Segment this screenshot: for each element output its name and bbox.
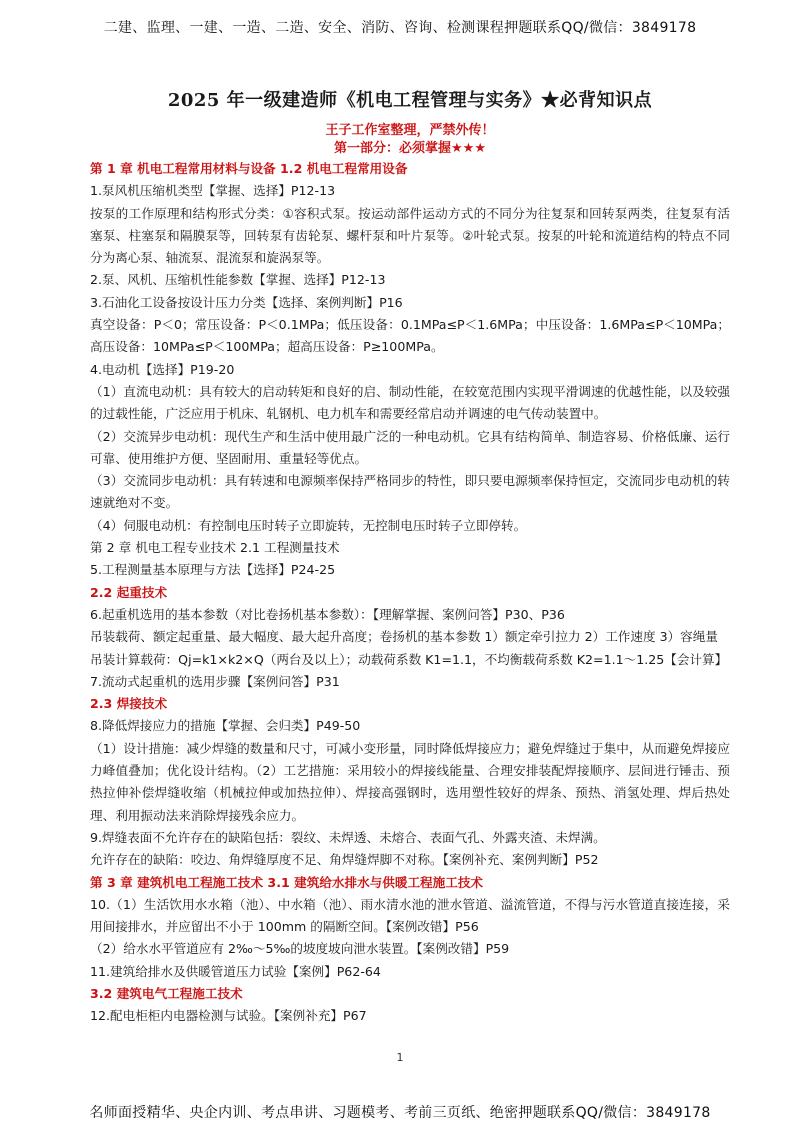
body-paragraph: 允许存在的缺陷：咬边、角焊缝厚度不足、角焊缝焊脚不对称。【案例补充、案例判断】P52: [90, 852, 599, 868]
body-paragraph: 7.流动式起重机的选用步骤【案例问答】P31: [90, 673, 340, 689]
body-paragraph: 1.泵风机压缩机类型【掌握、选择】P12-13: [90, 183, 336, 199]
body-paragraph: 吊装计算载荷：Qj=k1×k2×Q（两台及以上）；动载荷系数 K1=1.1，不均衡载荷系数 K2=1.1～1.25【会计算】: [90, 651, 728, 667]
body-paragraph: （4）伺服电动机：有控制电压时转子立即旋转，无控制电压时转子立即停转。: [90, 517, 527, 533]
body-paragraph: 5.工程测量基本原理与方法【选择】P24-25: [90, 562, 336, 578]
body-paragraph: （2）交流异步电动机：现代生产和生活中使用最广泛的一种电动机。它具有结构简单、制造容易、价格低廉、运行可靠、使用维护方便、坚固耐用、重量轻等优点。: [90, 428, 730, 466]
section-heading: 3.2 建筑电气工程施工技术: [90, 985, 243, 1001]
body-paragraph: 9.焊缝表面不允许存在的缺陷包括：裂纹、未焊透、未熔合、表面气孔、外露夹渣、未焊满。: [90, 829, 606, 845]
bottom-banner: 名师面授精华、央企内训、考点串讲、习题模考、考前三页纸、绝密押题联系QQ/微信：3849178: [89, 1105, 711, 1121]
section-heading: 2.2 起重技术: [90, 584, 168, 600]
document-body: [90, 158, 730, 1028]
body-paragraph: 2.泵、风机、压缩机性能参数【掌握、选择】P12-13: [90, 272, 386, 288]
section-heading: 第 1 章 机电工程常用材料与设备 1.2 机电工程常用设备: [90, 161, 408, 176]
body-paragraph: 真空设备：P＜0；常压设备：P＜0.1MPa；低压设备：0.1MPa≤P＜1.6MPa；中压设备：1.6MPa≤P＜10MPa；高压设备：10MPa≤P＜100MPa；超高压设备：P≥100MPa。: [90, 317, 730, 355]
body-paragraph: 12.配电柜柜内电器检测与试验。【案例补充】P67: [90, 1008, 367, 1024]
document-page: [90, 80, 730, 1028]
body-paragraph: 3.石油化工设备按设计压力分类【选择、案例判断】P16: [90, 294, 403, 310]
body-paragraph: 按泵的工作原理和结构形式分类：①容积式泵。按运动部件运动方式的不同分为往复泵和回转泵两类，往复泵有活塞泵、柱塞泵和隔膜泵等，回转泵有齿轮泵、螺杆泵和叶片泵等。②叶轮式泵。按泵的叶轮和流道结构的特点不同分为离心泵、轴流泵、混流泵和旋涡泵等。: [90, 205, 730, 266]
body-paragraph: 4.电动机【选择】P19-20: [90, 361, 235, 377]
subtitle-part: 第一部分：必须掌握★★★: [334, 141, 486, 156]
section-heading: 2.3 焊接技术: [90, 696, 168, 712]
body-paragraph: 吊装载荷、额定起重量、最大幅度、最大起升高度；卷扬机的基本参数 1）额定牵引拉力 2）工作速度 3）容绳量: [90, 629, 718, 645]
body-paragraph: 6.起重机选用的基本参数（对比卷扬机基本参数）：【理解掌握、案例问答】P30、P36: [90, 606, 565, 622]
body-paragraph: （1）直流电动机：具有较大的启动转矩和良好的启、制动性能，在较宽范围内实现平滑调速的优越性能，以及较强的过载性能，广泛应用于机床、轧钢机、电力机车和需要经常启动并调速的电气传动装置中。: [90, 383, 730, 422]
body-paragraph: 第 2 章 机电工程专业技术 2.1 工程测量技术: [90, 540, 340, 556]
body-paragraph: 8.降低焊接应力的措施【掌握、会归类】P49-50: [90, 718, 361, 734]
section-heading: 第 3 章 建筑机电工程施工技术 3.1 建筑给水排水与供暖工程施工技术: [90, 874, 484, 890]
subtitle-studio: 王子工作室整理，严禁外传！: [325, 123, 495, 138]
body-paragraph: （3）交流同步电动机：具有转速和电源频率保持严格同步的特性，即只要电源频率保持恒定，交流同步电动机的转速就绝对不变。: [90, 473, 730, 511]
body-paragraph: （1）设计措施：减少焊缝的数量和尺寸，可减小变形量，同时降低焊接应力；避免焊缝过于集中，从而避免焊接应力峰值叠加；优化设计结构。（2）工艺措施：采用较小的焊接线能量、合理安排装配焊接顺序、层间进行锤击、预热拉伸补偿焊缝收缩（机械拉伸或加热拉伸）、焊接高强钢时，选用塑性较好的焊条、预热、消氢处理、焊后热处理、利用振动法来消除焊接残余应力。: [90, 740, 730, 823]
document-title: 2025 年一级建造师《机电工程管理与实务》★必背知识点: [167, 90, 653, 111]
page-number: 1: [396, 1051, 404, 1064]
body-paragraph: 10.（1）生活饮用水水箱（池）、中水箱（池）、雨水清水池的泄水管道、溢流管道，不得与污水管道直接连接，采用间接排水，并应留出不小于 100mm 的隔断空间。【案例改错】P56: [90, 896, 730, 935]
top-banner: 二建、监理、一建、一造、二造、安全、消防、咨询、检测课程押题联系QQ/微信：3849178: [103, 20, 697, 36]
body-paragraph: 11.建筑给排水及供暖管道压力试验【案例】P62-64: [90, 963, 381, 979]
body-paragraph: （2）给水水平管道应有 2‰～5‰的坡度坡向泄水装置。【案例改错】P59: [90, 941, 510, 957]
